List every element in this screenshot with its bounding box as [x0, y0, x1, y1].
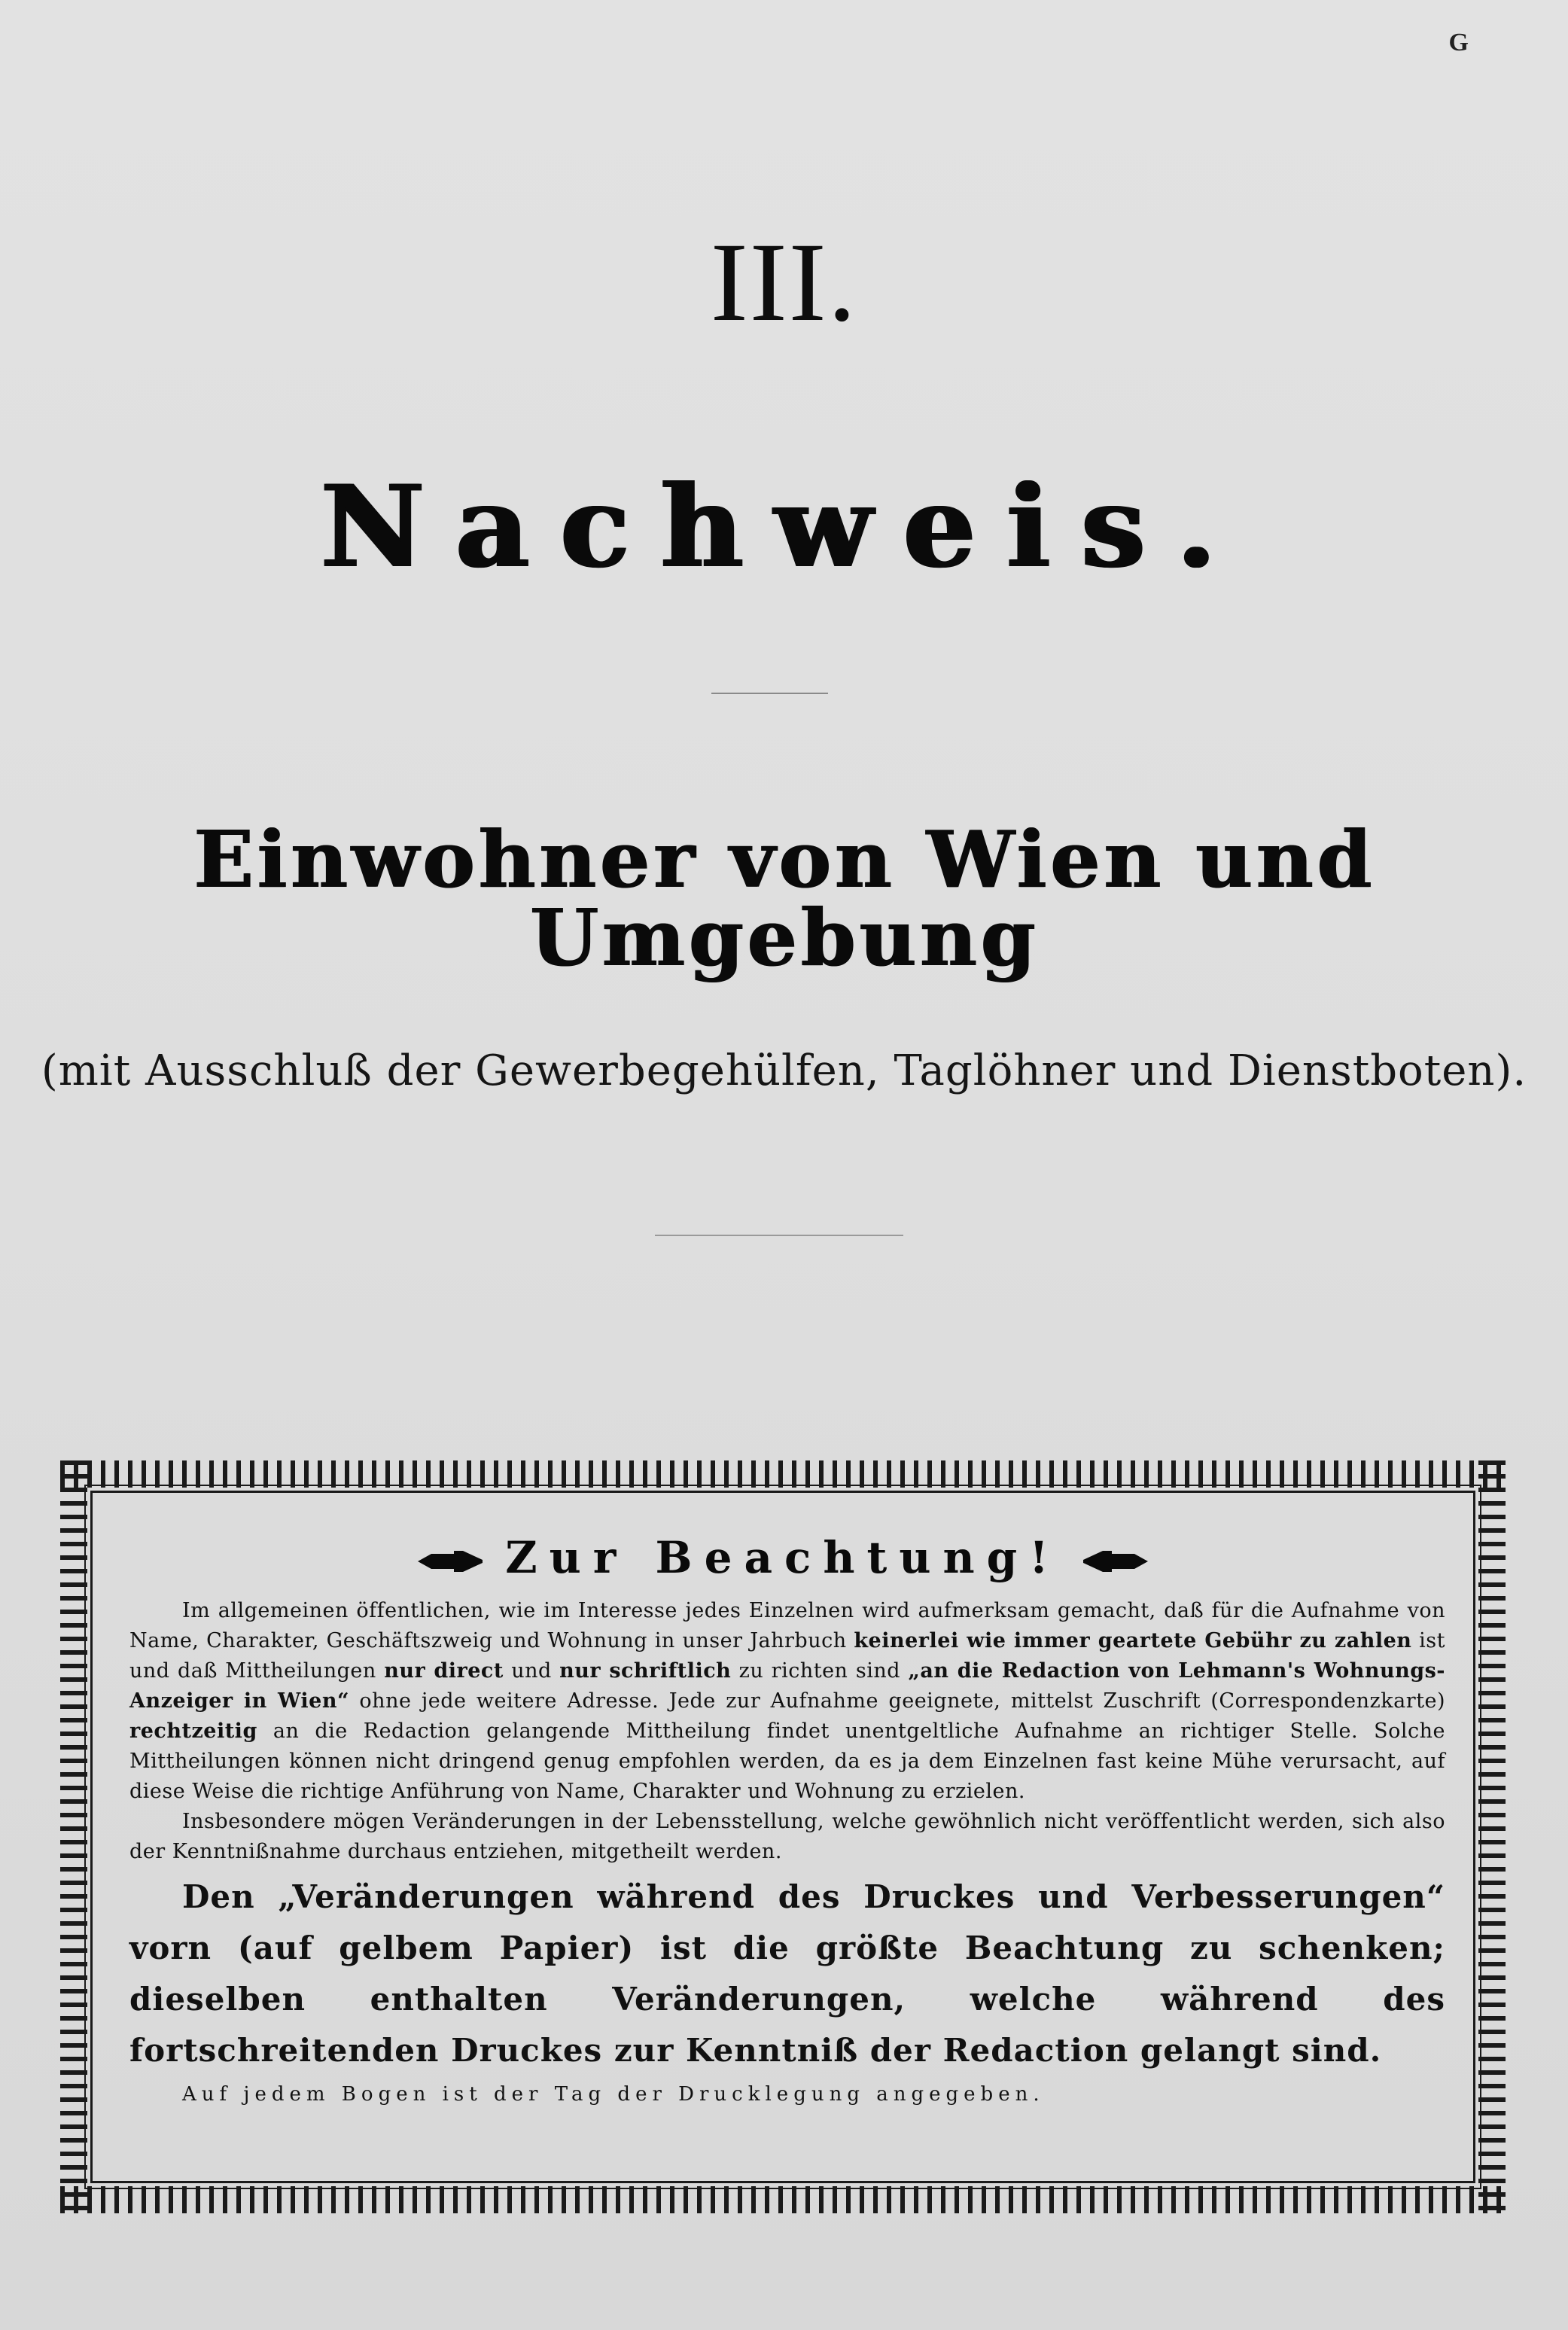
notice-heading [60, 1532, 1506, 1583]
pointing-hand-right-icon [416, 1548, 484, 1575]
page-subtitle: Einwohner von Wien und Umgebung [193, 813, 1375, 984]
notice-text-run: und [503, 1659, 560, 1683]
notice-text-run: an die Redaction gelangende Mittheilung findet unentgeltliche Aufnahme an richtiger Stelle. Solche Mittheilungen können nicht dringend genug empfohlen werden, da es ja dem Einzelnen fast keine Mühe verursacht, auf diese Weise die richtige Anführung von Name, Charakter und Wohnung zu erzielen. [129, 1719, 1445, 1803]
notice-emphasis: rechtzeitig [129, 1719, 257, 1743]
page-subtitle-note: (mit Ausschluß der Gewerbegehülfen, Taglöhner und Dienstboten). [41, 1046, 1527, 1095]
notice-emphasis: nur direct [384, 1659, 504, 1683]
notice-paragraph: Insbesondere mögen Veränderungen in der Lebensstellung, welche gewöhnlich nicht veröffentlicht werden, sich also der Kenntnißnahme durchaus entziehen, mitgetheilt werden. [129, 1810, 1445, 1863]
ornamental-border-top [60, 1460, 1506, 1488]
page-title: Nachweis. [321, 461, 1247, 593]
divider-rule [655, 1235, 903, 1236]
notice-emphasis: keinerlei wie immer geartete Gebühr zu zahlen [854, 1629, 1412, 1652]
notice-title: Zur Beachtung! [505, 1532, 1061, 1583]
notice-emphasis: nur schriftlich [559, 1659, 732, 1683]
pointing-hand-left-icon [1082, 1548, 1149, 1575]
ornamental-border-bottom [60, 2186, 1506, 2213]
notice-footer: Auf jedem Bogen ist der Tag der Drucklegung angegeben. [182, 2083, 1045, 2106]
notice-paragraph-emphasis: Den „Veränderungen während des Druckes und Verbesserungen“ vorn (auf gelbem Papier) ist die größte Beachtung zu schenken; dieselben enthalten Veränderungen, welche während des fortschreitenden Druckes zur Kenntniß der Redaction gelangt sind. [129, 1878, 1445, 2069]
signature-mark: G [1448, 29, 1469, 56]
notice-emphasis: „an die Redaction von Lehmann's Wohnungs-Anzeiger in Wien“ [129, 1659, 1446, 1713]
notice-text-run: ist und daß Mittheilungen [129, 1629, 1445, 1683]
notice-text [129, 1596, 1445, 2109]
divider-rule [711, 693, 828, 694]
notice-text-run: Im allgemeinen öffentlichen, wie im Interesse jedes Einzelnen wird aufmerksam gemacht, daß für die Aufnahme von Name, Charakter, Geschäftszweig und Wohnung in unser Jahrbuch [129, 1599, 1445, 1652]
section-numeral: III. [710, 220, 858, 345]
notice-text-run: ohne jede weitere Adresse. Jede zur Aufnahme geeignete, mittelst Zuschrift (Correspondenzkarte) [349, 1689, 1445, 1713]
notice-text-run: zu richten sind [731, 1659, 909, 1683]
notice-paragraph [129, 1596, 1445, 1807]
notice-box [60, 1460, 1506, 2213]
